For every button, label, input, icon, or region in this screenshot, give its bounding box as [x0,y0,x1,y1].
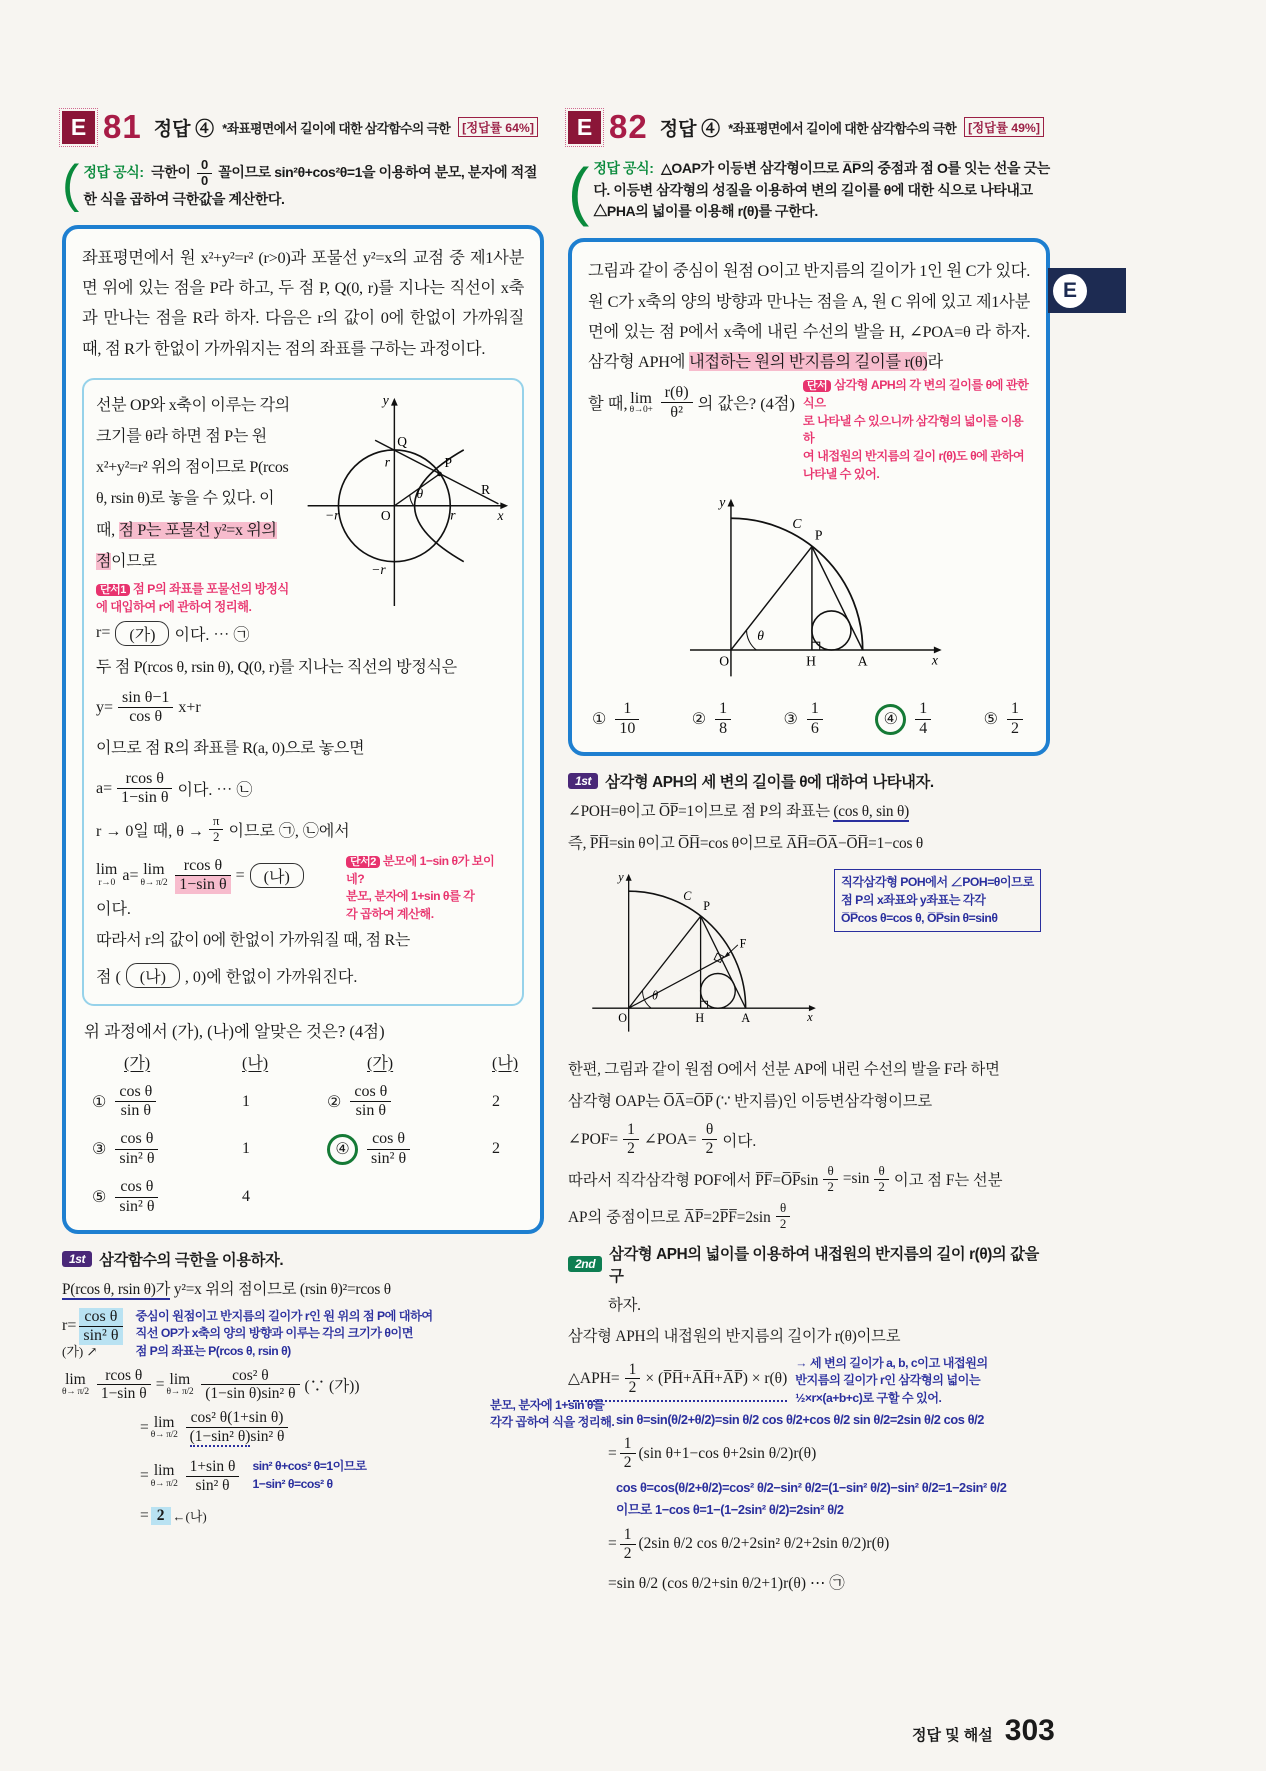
choice-3-na: 1 [242,1140,250,1158]
na-result-value: 2 [151,1507,171,1525]
e82-header [568,108,1050,146]
label-theta: θ [757,628,764,644]
footer-page-number: 303 [1004,1714,1055,1747]
label-Q: Q [397,433,408,449]
e82-figure-1 [588,489,1030,694]
e81-header [62,108,544,146]
choice-2: ② $\frac{\text{cos θ}}{\text{sin θ}}$ [327,1083,492,1121]
e82-problem-box [568,238,1050,756]
e82-sol-line7: 삼각형 APH의 내접원의 반지름의 길이가 r(θ)이므로 [568,1328,901,1346]
label-x: x [807,1010,813,1025]
step1-badge: 1st [568,773,598,789]
chain-line-2: = lim θ→ π/2 $\frac{\text{cos² θ(1+sin θ)}}{\text{(1−sin² θ)sin² θ}}$ [140,1409,544,1446]
green-brace: ( [568,155,590,227]
label-x: x [497,507,504,523]
e82-blue-note2: → 세 변의 길이가 a, b, c이고 내접원의 반지름의 길이가 r인 삼각형의 넓이는 ½×r×(a+b+c)로 구할 수 있어. [795,1355,988,1406]
section-side-tab [1048,268,1126,313]
label-O: O [380,507,391,523]
choices-header-na: (나) [242,1054,269,1072]
segment-OF [629,955,730,1009]
e82-solution [568,770,1050,1592]
label-y: y [618,869,624,884]
e81-lim-chain [62,1366,615,1526]
e82-blue-identity-2: cos θ=cos(θ/2+θ/2)=cos² θ/2−sin² θ/2=(1−sin² θ/2)−sin² θ/2=1−2sin² θ/2 [616,1479,1007,1495]
e82-question-lim: 할 때, lim θ→0+ $\frac{r(\theta)}{\text{θ²}}$ 의 값은? (4점) [588,381,795,421]
e81-lim-intro: r → 0일 때, θ → $\frac{\pi}{2}$ 이므로 ㉠, ㉡에서 [96,812,350,844]
label-A: A [857,653,868,669]
r-theta-over-theta2: $\frac{r(\theta)}{\text{θ²}}$ [661,383,693,421]
e82-sol-line6: AP의 중점이므로 A̅P̅=2P̅F̅=2sin $\frac{\theta}{2}$ [568,1201,1050,1232]
label-O: O [618,1011,628,1026]
choices-header-na: (나) [492,1054,519,1072]
e81-problem-box [62,225,544,1234]
e82-blue-identity-3: 이므로 1−cos θ=1−(1−2sin² θ/2)=2sin² θ/2 [616,1501,844,1517]
choice-1: ① $\frac{1}{10}$ [592,700,642,738]
label-theta: θ [652,988,659,1003]
choice-4-answer: ④ $\frac{1}{4}$ [875,700,934,738]
choice-5: ⑤ $\frac{\text{cos θ}}{\text{sin² θ}}$ [92,1178,242,1216]
e82-sol-line3: 한편, 그림과 같이 원점 O에서 선분 AP에 내린 수선의 발을 F라 하면 [568,1061,1000,1079]
inscribed-circle [812,611,851,650]
e81-formula-post: 꼴이므로 sin²θ+cos²θ=1을 이용하여 분모, 분자에 적절한 식을 곱하여 극한값을 계산한다. [83,164,537,207]
label-y: y [382,392,389,408]
e81-conclusion-2: 점 ( (나) , 0)에 한없이 가까워진다. [96,963,510,988]
lim-operator: lim θ→0+ [629,387,653,415]
e81-formula-box [62,156,544,213]
e82-choices [588,700,1030,742]
choice-5: ⑤ $\frac{1}{2}$ [984,700,1026,738]
na-blank-box: (나) [250,863,304,888]
e82-step2: 2nd 삼각형 APH의 넓이를 이용하여 내접원의 반지름의 길이 r(θ)의 값을 구 [568,1242,1050,1286]
e81-proc-highlight: 점 P는 포물선 y²=x 위의 점 [96,521,277,570]
label-r-top: r [384,454,390,470]
choice-4-na: 2 [492,1140,500,1158]
e81-section-badge: E [62,111,95,144]
e82-rate-badge: [정답률 49%] [964,117,1044,137]
chain-line-3: = lim θ→ π/2 $\frac{\text{1+sin θ}}{\text{sin² θ}}$ [140,1458,242,1495]
choice-1-na: 1 [242,1092,250,1110]
label-x: x [931,652,938,668]
choice-5-na: 4 [242,1188,250,1206]
e82-figure-2-row [568,861,1050,1052]
e81-step1: 1st 삼각함수의 극한을 이용하자. [62,1248,544,1270]
choices-header-ga: (가) [124,1054,151,1072]
e82-pof-equation: ∠POF= $\frac{1}{2}$ ∠POA= $\frac{\theta}{2}$ 이다. [568,1121,757,1158]
label-P: P [444,454,452,470]
chain-line-1: lim θ→ π/2 $\frac{\text{rcos θ}}{\text{1−sin θ}}$ = lim θ→ π/2 $\frac{\text{cos² θ}}{\text{(1−sin θ)sin² θ}}$ (∵ (가)) [62,1366,360,1403]
e82-blue-identity-1: sin θ=sin(θ/2+θ/2)=sin θ/2 cos θ/2+cos θ/2 sin θ/2=2sin θ/2 cos θ/2 [616,1412,984,1428]
label-P: P [814,528,823,544]
footer-label: 정답 및 해설 [912,1727,993,1744]
label-C: C [792,516,802,532]
choice-3: ③ $\frac{1}{6}$ [784,700,826,738]
lim-fraction: $\frac{\text{rcos θ}}{\text{1−sin θ}}$ [175,857,230,895]
label-R: R [481,481,491,497]
y-eq-fraction: $\frac{\text{sin θ−1}}{\text{cos θ}}$ [118,689,173,727]
e82-sol-line2: 즉, P̅H̅=sin θ이고 O̅H̅=cos θ이므로 A̅H̅=O̅A̅−O̅H̅=1−cos θ [568,834,923,852]
e82-aph-equation: △APH= $\frac{1}{2}$ × (P̅H̅+A̅H̅+A̅P̅) × r(θ) [568,1361,787,1403]
e82-black-line-2: = $\frac{1}{2}$ (2sin θ/2 cos θ/2+2sin² θ/2+2sin θ/2)r(θ) [608,1525,890,1562]
section-letter: E [1053,274,1087,308]
green-brace: ( [62,155,80,213]
e82-black-line-1: = $\frac{1}{2}$ (sin θ+1−cos θ+2sin θ/2)r(θ) [608,1435,817,1472]
clue-badge: 단서 [803,380,831,392]
e81-answer-label: 정답 ④ [153,118,215,140]
answer-circle-mark: ④ [327,1134,358,1165]
e82-sol-line5: 따라서 직각삼각형 POF에서 P̅F̅=O̅P̅sin $\frac{\theta}{2}$ =sin $\frac{\theta}{2}$ 이고 점 F는 선분 [568,1162,1003,1194]
r-result-fraction: $\frac{\text{cos θ}}{\text{sin² θ}}$ [79,1308,122,1346]
e81-y-equation: y= $\frac{\text{sin θ−1}}{\text{cos θ}}$ x+r [96,689,201,726]
e81-figure [298,390,510,615]
e81-question: 위 과정에서 (가), (나)에 알맞은 것은? (4점) [84,1021,385,1041]
e82-step2-cont: 하자. [608,1296,641,1314]
e81-r-result: r= $\frac{\text{cos θ}}{\text{sin² θ}}$ (가) ↗ 중심이 원점이고 반지름의 길이가 r인 원 위의 점 P에 대하여 직선 OP가 x축의 양의 방향과 이루는 각의 크기가 θ이면 점 P의 좌표는 P(rcos θ, rsin θ) [62,1307,433,1360]
choice-2-na: 2 [492,1092,500,1110]
e81-rate-badge: [정답률 64%] [458,117,538,137]
label-C: C [683,889,692,904]
e81-proc-text-1: 선분 OP와 x축이 이루는 각의 크기를 θ라 하면 점 P는 원 x²+y²=r² 위의 점이므로 P(rcos θ, rsin θ)로 놓을 수 있다. 이때, [96,396,290,539]
e82-problem-highlight: 내접하는 원의 반지름의 길이를 r(θ) [688,351,928,371]
label-A: A [741,1011,751,1026]
e81-topic: *좌표평면에서 길이에 대한 삼각함수의 극한 [222,120,451,136]
label-O: O [719,653,730,669]
page-footer [912,1714,1055,1748]
e82-formula-text: △OAP가 이등변 삼각형이므로 A̅P̅의 중점과 점 O를 잇는 선을 긋는다. 이등변 삼각형의 성질을 이용하여 변의 길이를 θ에 대한 식으로 나타내고 △PHA의 넓이를 이용해 r(θ)를 구한다. [593,160,1050,220]
e81-choices [92,1050,524,1216]
e81-a-equation: a= $\frac{\text{rcos θ}}{\text{1−sin θ}}$ 이다. ⋯ ㉡ [96,770,253,807]
e82-formula-box [568,156,1050,226]
e81-formula-pre: 극한이 [151,164,191,181]
e81-clue1: 단서1 점 P의 좌표를 포물선의 방정식에 대입하여 r에 관하여 정리해. [96,581,289,614]
ga-blank-box: (가) [115,621,169,646]
choice-1: ① $\frac{\text{cos θ}}{\text{sin θ}}$ [92,1083,242,1121]
label-theta: θ [416,485,424,501]
lim-operator: lim θ→ π/2 [140,861,168,889]
choice-4-answer: ④ $\frac{\text{cos θ}}{\text{sin² θ}}$ [327,1130,492,1168]
column-e82 [568,108,1050,1601]
answer-circle-mark: ④ [875,704,906,735]
ga-pointer-label: (가) ↗ [62,1344,98,1360]
clue1-badge: 단서1 [96,584,130,596]
inscribed-circle [701,974,736,1009]
label-r-right: r [450,507,456,523]
na-blank-box: (나) [126,963,180,988]
label-H: H [695,1011,705,1026]
choice-3: ③ $\frac{\text{cos θ}}{\text{sin² θ}}$ [92,1130,242,1168]
e82-answer-label: 정답 ④ [659,118,721,140]
choices-header-ga: (가) [367,1054,394,1072]
e82-step1: 1st 삼각형 APH의 세 변의 길이를 θ에 대하여 나타내자. [568,770,1050,792]
e82-figure-2 [568,861,828,1052]
label-F: F [739,936,747,951]
choice-2: ② $\frac{1}{8}$ [692,700,734,738]
e81-conclusion-1: 따라서 r의 값이 0에 한없이 가까워질 때, 점 R는 [96,932,411,950]
e81-lim-equation: lim r→0 a= lim θ→ π/2 $\frac{\text{rcos θ}}{\text{1−sin θ}}$ = (나) 이다. [96,857,340,920]
e82-topic: *좌표평면에서 길이에 대한 삼각함수의 극한 [728,120,957,136]
e81-clue2: 단서2 분모에 1−sin θ가 보이네? 분모, 분자에 1+sin θ를 각 각 곱하여 계산해. [346,853,495,921]
chain-line-4: = 2 ←(나) [140,1506,207,1525]
arc-C [731,519,863,651]
lim-operator: lim r→0 [96,861,118,889]
e82-clue: 단서 삼각형 APH의 각 변의 길이를 θ에 관한 식으 로 나타낼 수 있으니까 삼각형의 넓이를 이용하 여 내접원의 반지름의 길이 r(θ)도 θ에 관하여 나타낼 수 있어. [802,377,1029,481]
e82-formula-label: 정답 공식: [593,160,654,176]
e81-proc-text-2: 이므로 [111,552,157,570]
label-y: y [719,494,726,510]
e82-blue-note1: 직각삼각형 POH에서 ∠POH=θ이므로 점 P의 x좌표와 y좌표는 각각 O̅P̅cos θ=cos θ, O̅P̅sin θ=sinθ [834,869,1041,932]
e82-black-line-3: =sin θ/2 (cos θ/2+sin θ/2+1)r(θ) ⋯ ㉠ [608,1574,845,1592]
step1-badge: 1st [62,1251,92,1267]
e81-r-equation: r= (가) 이다. ⋯ ㉠ [96,621,510,646]
line-QPR [375,440,498,504]
label-H: H [806,653,816,669]
e82-sol-line4: 삼각형 OAP는 O̅A̅=O̅P̅ (∵ 반지름)인 이등변삼각형이므로 [568,1092,932,1110]
e81-line-pq: 두 점 P(rcos θ, rsin θ), Q(0, r)를 지나는 직선의 방정식은 [96,658,457,676]
pi-over-2-fraction: $\frac{\pi}{2}$ [209,814,224,845]
segment-OP [731,547,812,650]
step2-badge: 2nd [568,1256,602,1272]
label-minus-r-bottom: −r [371,561,386,577]
e82-sol-line1: ∠POH=θ이고 O̅P̅=1이므로 점 P의 좌표는 (cos θ, sin θ) [568,803,909,821]
segment-PA [812,547,863,650]
e81-blue-note2: 분모, 분자에 1+sin θ를 각각 곱하여 식을 정리해. [490,1397,615,1430]
e82-aph-row [568,1355,1050,1409]
e81-line-r: 이므로 점 R의 좌표를 R(a, 0)으로 놓으면 [96,739,365,757]
e81-sol-line1: P(rcos θ, rsin θ)가 y²=x 위의 점이므로 (rsin θ)²=rcos θ [62,1281,391,1298]
label-P: P [703,899,710,914]
e82-problem-text: 그림과 같이 중심이 원점 O이고 반지름의 길이가 1인 원 C가 있다. 원 C가 x축의 양의 방향과 만나는 점을 A, 원 C 위에 있고 제1사분면에 있는 점 P에서 x축에 내린 수선의 발을 H, ∠POA=θ 라 하자. 삼각형 APH에 내접하는 원의 반지름의 길이를 r(θ)라 [588,261,1030,371]
e81-process-box [82,378,524,1006]
e81-problem-text: 좌표평면에서 원 x²+y²=r² (r>0)과 포물선 y²=x의 교점 중 제1사분면 위에 있는 점을 P라 하고, 두 점 P, Q(0, r)를 지나는 직선이 x축과 만나는 점을 R라 하자. 다음은 r의 값이 0에 한없이 가까워질 때, 점 R가 한없이 가까워지는 점의 좌표를 구하는 과정이다. [82,248,524,358]
e82-problem-number: 82 [609,108,648,145]
e82-section-badge: E [568,111,601,144]
zero-over-zero-fraction: $\frac{0}{0}$ [197,158,212,189]
e81-blue-note3: sin² θ+cos² θ=1이므로 1−sin² θ=cos² θ [252,1459,367,1492]
e81-formula-label: 정답 공식: [83,164,144,181]
a-eq-fraction: $\frac{\text{rcos θ}}{\text{1−sin θ}}$ [117,770,172,808]
label-minus-r-left: −r [324,507,340,523]
e81-problem-number: 81 [103,108,142,145]
clue2-badge: 단서2 [346,856,380,868]
na-pointer-label: ←(나) [172,1509,207,1525]
e81-blue-note1: 중심이 원점이고 반지름의 길이가 r인 원 위의 점 P에 대하여 직선 OP가 x축의 양의 방향과 이루는 각의 크기가 θ이면 점 P의 좌표는 P(rcos θ, rsin θ) [135,1308,433,1358]
